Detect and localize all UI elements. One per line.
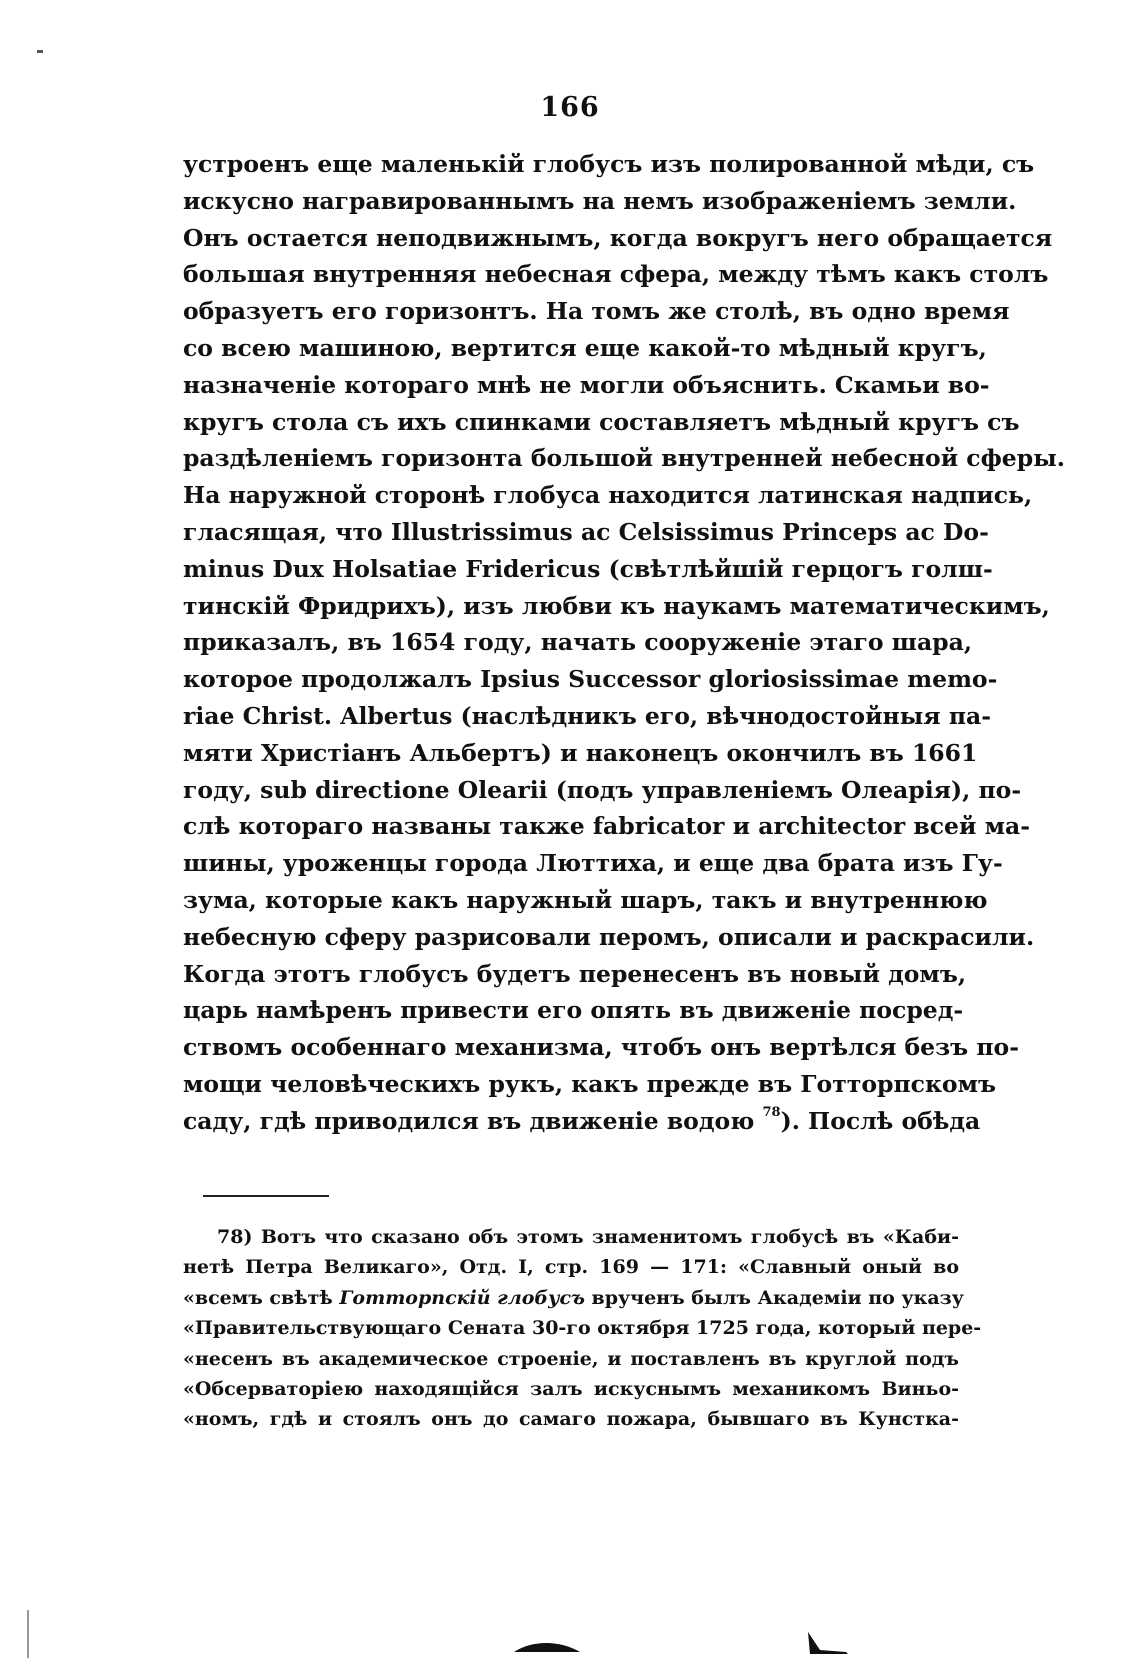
footnote-line: «номъ, гдѣ и стоялъ онъ до самаго пожара, бывшаго въ Кунстка- <box>183 1408 959 1431</box>
footnote-line: «Правительствующаго Сената 30-го октября 1725 года, который пере- <box>183 1317 982 1340</box>
body-line: Онъ остается неподвижнымъ, когда вокругъ него обращается <box>183 223 1053 252</box>
body-line: образуетъ его горизонтъ. На томъ же столѣ, въ одно время <box>183 297 1010 326</box>
body-line-text: ). Послѣ обѣда <box>780 1106 981 1135</box>
body-line: устроенъ еще маленькій глобусъ изъ полированной мѣди, съ <box>183 150 1035 178</box>
footnote-text: «всемъ свѣтѣ <box>183 1286 340 1309</box>
body-line: тинскій Фридрихъ), изъ любви къ наукамъ математическимъ, <box>183 591 1050 620</box>
body-line: небесную сферу разрисовали перомъ, описали и раскрасили. <box>183 922 1035 951</box>
footnote-ref[interactable]: 78 <box>762 1104 781 1120</box>
body-line: мощи человѣческихъ рукъ, какъ прежде въ Готторпскомъ <box>183 1069 997 1098</box>
corner-mark <box>806 1630 850 1656</box>
margin-mark <box>27 1610 29 1658</box>
footnotes <box>183 1222 982 1435</box>
body-line: приказалъ, въ 1654 году, начать сооруженіе этаго шара, <box>183 628 973 657</box>
body-line: шины, уроженцы города Люттиха, и еще два брата изъ Гу- <box>183 849 1003 878</box>
footnote-text: врученъ былъ Академіи по указу <box>584 1286 964 1309</box>
body-line: Когда этотъ глобусъ будетъ перенесенъ въ новый домъ, <box>183 959 967 988</box>
body-line: На наружной сторонѣ глобуса находится латинская надпись, <box>183 481 1033 510</box>
body-text <box>183 146 1065 1140</box>
body-line: слѣ котораго названы также fabricator и architector всей ма- <box>183 812 1030 841</box>
footnote-line: «несенъ въ академическое строеніе, и поставленъ въ круглой подъ <box>183 1347 959 1370</box>
footnote-line: «Обсерваторіею находящійся залъ искуснымъ механикомъ Виньо- <box>183 1377 959 1400</box>
footnote-line: 78) Вотъ что сказано объ этомъ знаменитомъ глобусѣ въ «Каби- <box>217 1226 959 1248</box>
margin-mark <box>37 50 43 53</box>
footnote-divider <box>203 1195 329 1197</box>
body-line: раздѣленіемъ горизонта большой внутренней небесной сферы. <box>183 444 1065 473</box>
footnote-emphasis: Готторпскій глобусъ <box>339 1286 585 1309</box>
body-line-text: саду, гдѣ приводился въ движеніе водою <box>183 1106 755 1135</box>
body-line: riae Christ. Albertus (наслѣдникъ его, вѣчнодостойныя па- <box>183 701 992 730</box>
body-line-last <box>183 1103 981 1140</box>
body-line: ствомъ особеннаго механизма, чтобъ онъ вертѣлся безъ по- <box>183 1033 1019 1062</box>
footnote-line: нетѣ Петра Великаго», Отд. I, стр. 169 — 171: «Славный оный во <box>183 1256 959 1279</box>
body-line: искусно награвированнымъ на немъ изображеніемъ земли. <box>183 186 1017 215</box>
body-line: кругъ стола съ ихъ спинками составляетъ мѣдный кругъ съ <box>183 407 1020 436</box>
body-line: которое продолжалъ Ipsius Successor gloriosissimae memo- <box>183 665 998 694</box>
body-line: большая внутренняя небесная сфера, между тѣмъ какъ столъ <box>183 260 1049 289</box>
ink-blot-mark <box>512 1636 582 1656</box>
footnote-line <box>183 1283 964 1313</box>
body-line: царь намѣренъ привести его опять въ движеніе посред- <box>183 996 964 1025</box>
body-line: назначеніе котораго мнѣ не могли объяснить. Скамьи во- <box>183 370 990 399</box>
body-line: со всею машиною, вертится еще какой-то мѣдный кругъ, <box>183 333 987 362</box>
body-line: году, sub directione Olearii (подъ управленіемъ Олеарія), по- <box>183 775 1022 804</box>
body-line: гласящая, что Illustrissimus ac Celsissimus Princeps ac Do- <box>183 517 989 546</box>
body-line: minus Dux Holsatiae Fridericus (свѣтлѣйшій герцогъ голш- <box>183 554 993 583</box>
body-line: зума, которые какъ наружный шаръ, такъ и внутреннюю <box>183 885 988 914</box>
body-line: мяти Христіанъ Альбертъ) и наконецъ окончилъ въ 1661 <box>183 738 978 767</box>
page-number: 166 <box>540 92 600 123</box>
